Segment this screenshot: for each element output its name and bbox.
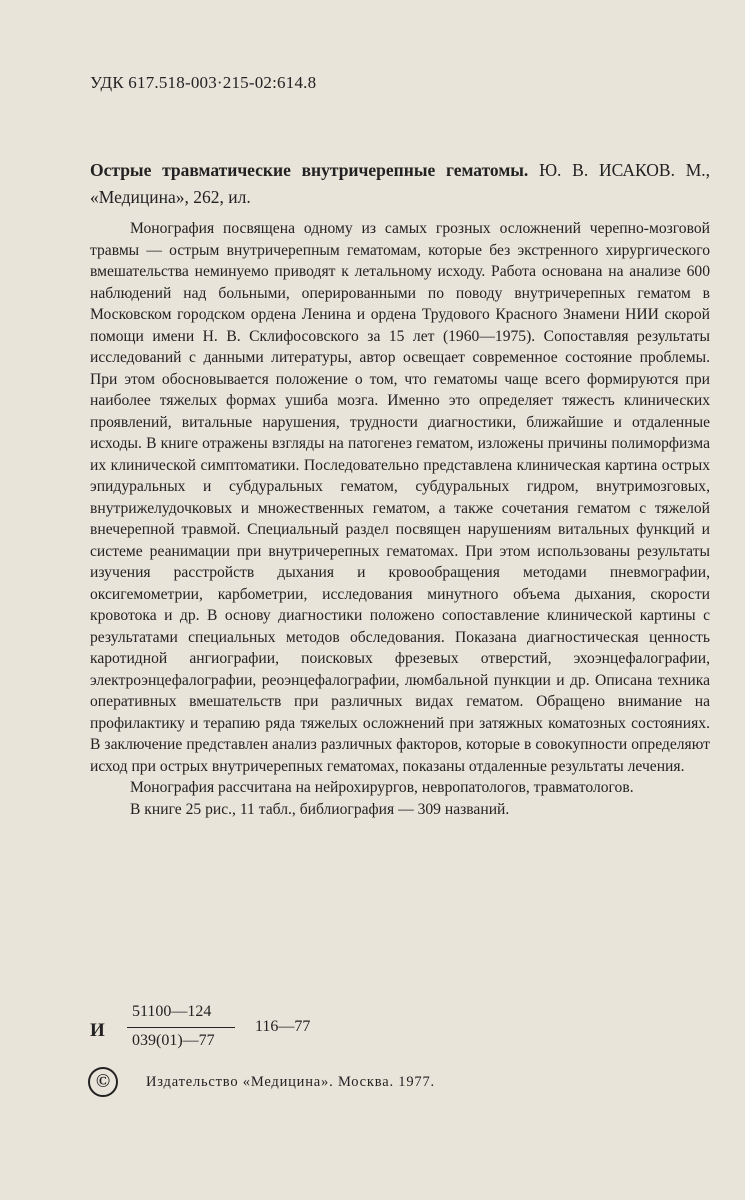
- imprint-letter: И: [90, 1020, 105, 1041]
- book-title: Острые травматические внутричерепные гематомы.: [90, 160, 529, 180]
- bibliographic-reference: [90, 157, 710, 211]
- imprint-number: 116—77: [255, 1018, 311, 1035]
- udk-code: УДК 617.518-003·215-02:614.8: [90, 73, 317, 92]
- abstract: [90, 218, 710, 820]
- audience-paragraph: Монография рассчитана на нейрохирургов, невропатологов, травматологов.: [130, 779, 634, 796]
- imprint-denominator: 039(01)—77: [132, 1032, 215, 1049]
- imprint-numerator: 51100—124: [132, 1003, 212, 1020]
- imprint-code: [90, 1003, 510, 1055]
- author-publisher: Ю. В. ИСАКОВ. М., «Медицина», 262, ил.: [90, 160, 711, 207]
- abstract-paragraph: Монография посвящена одному из самых грозных осложнений черепно-мозговой травмы — острым внутричерепным гематомам, которые без экстренного хирургического вмешательства неминуемо приводят к летальному исходу. Работа основана на анализе 600 наблюдений над больными, оперированными по поводу внутричерепных гематом в Московском городском ордена Ленина и ордена Трудового Красного Знамени НИИ скорой помощи имени Н. В. Склифосовского за 15 лет (1960—1975). Сопоставляя результаты исследований с данными литературы, автор освещает современное состояние проблемы. При этом обосновывается положение о том, что гематомы чаще всего формируются при наиболее тяжелых формах ушиба мозга. Именно это определяет тяжесть клинических проявлений, витальные нарушения, трудности диагностики, ближайшие и отдаленные исходы. В книге отражены взгляды на патогенез гематом, изложены причины полиморфизма их клинической симптоматики. Последовательно представлена клиническая картина острых эпидуральных и субдуральных гематом, субдуральных гидром, внутримозговых, внутрижелудочковых и множественных гематом, а также сочетания гематом с тяжелой внечерепной травмой. Специальный раздел посвящен нарушениям витальных функций и системе реанимации при внутричерепных гематомах. При этом использованы результаты изучения расстройств дыхания и кровообращения методами пневмографии, оксигемометрии, карбометрии, исследования минутного объема дыхания, скорости кровотока и др. В основу диагностики положено сопоставление клинической картины с результатами специальных методов обследования. Показана диагностическая ценность каротидной ангиографии, поисковых фрезевых отверстий, эхоэнцефалографии, электроэнцефалографии, реоэнцефалографии, люмбальной пункции и др. Описана техника оперативных вмешательств при различных видах гематом. Обращено внимание на профилактику и терапию ряда тяжелых осложнений при затяжных коматозных состояниях. В заключение представлен анализ различных факторов, которые в совокупности определяют исход при острых внутричерепных гематомах, показаны отдаленные результаты лечения.: [90, 220, 710, 775]
- copyright-icon: ©: [88, 1067, 118, 1097]
- copyright-line: [88, 1067, 435, 1097]
- fraction-line: [127, 1027, 235, 1028]
- contents-summary: В книге 25 рис., 11 табл., библиография — 309 названий.: [130, 800, 510, 818]
- publisher-imprint: Издательство «Медицина». Москва. 1977.: [146, 1073, 435, 1090]
